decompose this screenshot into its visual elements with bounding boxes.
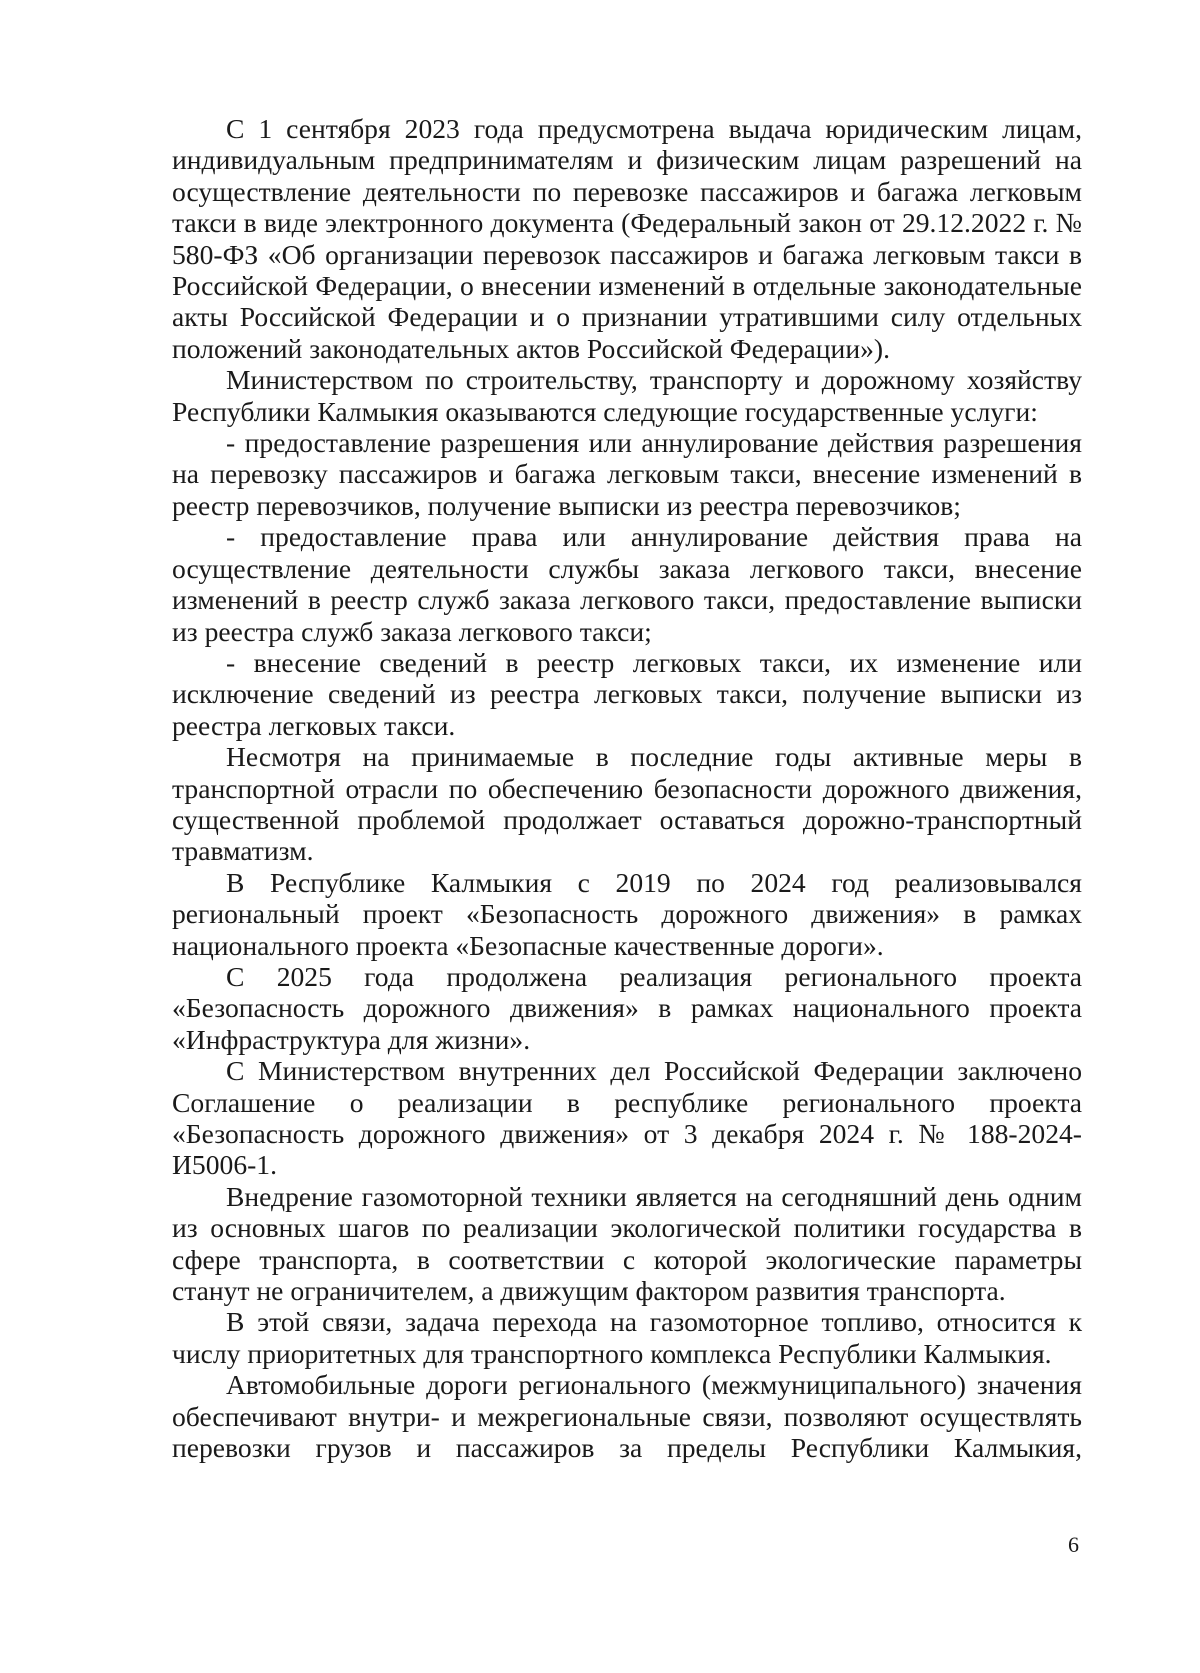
paragraph-mvd-agreement: С Министерством внутренних дел Российской Федерации заключено Соглашение о реализации в республике регионального проекта «Безопасность дорожного движения» от 3 декабря 2024 г. № 188-2024-И5006-1.	[172, 1055, 1082, 1181]
paragraph-regional-roads: Автомобильные дороги регионального (межмуниципального) значения обеспечивают внутри- и межрегиональные связи, позволяют осуществлять перевозки грузов и пассажиров за пределы Республики Калмыкия,	[172, 1369, 1082, 1464]
paragraph-ministry-services: Министерством по строительству, транспорту и дорожному хозяйству Республики Калмыкия оказываются следующие государственные услуги:	[172, 364, 1082, 427]
paragraph-gas-fuel-priority: В этой связи, задача перехода на газомоторное топливо, относится к числу приоритетных для транспортного комплекса Республики Калмыкия.	[172, 1306, 1082, 1369]
document-body	[172, 113, 1082, 1463]
list-item-taxi-registry: - внесение сведений в реестр легковых такси, их изменение или исключение сведений из реестра легковых такси, получение выписки из реестра легковых такси.	[172, 646, 1082, 741]
paragraph-road-safety: Несмотря на принимаемые в последние годы активные меры в транспортной отрасли по обеспечению безопасности дорожного движения, существенной проблемой продолжает оставаться дорожно-транспортный травматизм.	[172, 741, 1082, 867]
paragraph-regional-project-2025: С 2025 года продолжена реализация регионального проекта «Безопасность дорожного движения» в рамках национального проекта «Инфраструктура для жизни».	[172, 960, 1082, 1055]
list-item-dispatch-service: - предоставление права или аннулирование действия права на осуществление деятельности службы заказа легкового такси, внесение изменений в реестр служб заказа легкового такси, предоставление выписки из реестра служб заказа легкового такси;	[172, 521, 1082, 647]
paragraph-gas-engine: Внедрение газомоторной техники является на сегодняшний день одним из основных шагов по реализации экологической политики государства в сфере транспорта, в соответствии с которой экологические параметры станут не ограничителем, а движущим фактором развития транспорта.	[172, 1180, 1082, 1307]
paragraph-regional-project-2019: В Республике Калмыкия с 2019 по 2024 год реализовывался региональный проект «Безопасность дорожного движения» в рамках национального проекта «Безопасные качественные дороги».	[172, 866, 1082, 961]
paragraph-taxi-permits: С 1 сентября 2023 года предусмотрена выдача юридическим лицам, индивидуальным предпринимателям и физическим лицам разрешений на осуществление деятельности по перевозке пассажиров и багажа легковым такси в виде электронного документа (Федеральный закон от 29.12.2022 г. № 580-ФЗ «Об организации перевозок пассажиров и багажа легковым такси в Российской Федерации, о внесении изменений в отдельные законодательные акты Российской Федерации и о признании утратившими силу отдельных положений законодательных актов Российской Федерации»).	[172, 113, 1082, 364]
page-number: 6	[1068, 1532, 1079, 1557]
list-item-carrier-permit: - предоставление разрешения или аннулирование действия разрешения на перевозку пассажиров и багажа легковым такси, внесение изменений в реестр перевозчиков, получение выписки из реестра перевозчиков;	[172, 427, 1082, 521]
